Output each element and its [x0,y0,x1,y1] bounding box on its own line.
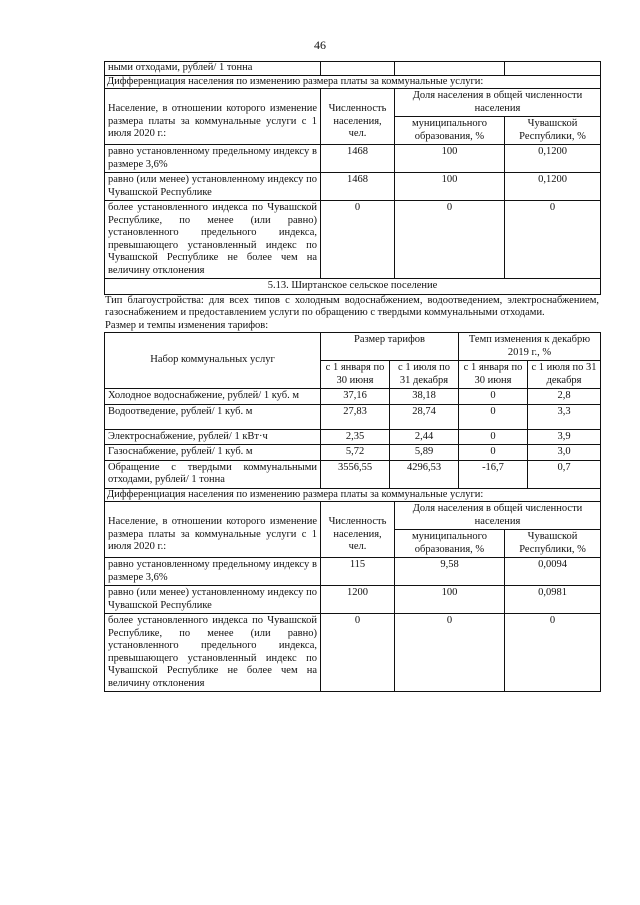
tariff-value: 38,18 [390,389,459,405]
table-header-row [105,502,601,530]
tariff-service: Водоотведение, рублей/ 1 куб. м [105,404,321,429]
tariff-value: 0 [459,389,528,405]
header-period: с 1 июля по 31 декабря [528,361,601,389]
diff-title: Дифференциация населения по изменению размера платы за коммунальные услуги: [105,489,601,502]
tariff-value: 0,7 [528,460,601,488]
tariff-value: 0 [459,404,528,429]
diff-title: Дифференциация населения по изменению размера платы за коммунальные услуги: [105,75,601,89]
header-chuvash: Чувашской Республики, % [505,530,601,558]
row-chuvash: 0 [505,201,601,279]
table-row [105,62,601,76]
table-row [105,429,601,445]
tariff-value: 3,9 [528,429,601,445]
table-header-row [105,333,601,361]
tariff-value: 2,44 [390,429,459,445]
row-chuvash: 0,0094 [505,558,601,586]
header-period: с 1 января по 30 июня [321,361,390,389]
row-municipal: 100 [395,173,505,201]
row-count: 1468 [321,173,395,201]
table-header-row [105,89,601,117]
tariff-value: 3,0 [528,445,601,461]
tariff-table [104,332,601,489]
row-label: более установленного индекса по Чувашской Республике, по менее (или равно) установленного предельного индекса, превышающего установленный индекс по Чувашской Республике не более чем на величину отклонения [105,614,321,692]
diff-table [104,489,601,693]
header-services: Набор коммунальных услуг [105,333,321,389]
table-row [105,445,601,461]
tariff-value: 3,3 [528,404,601,429]
tariff-value: 5,89 [390,445,459,461]
tariff-service: Обращение с твердыми коммунальными отходами, рублей/ 1 тонна [105,460,321,488]
header-period: с 1 июля по 31 декабря [390,361,459,389]
table-row [105,201,601,279]
fragment-row-label: ными отходами, рублей/ 1 тонна [105,62,321,76]
row-count: 1468 [321,145,395,173]
header-share: Доля населения в общей численности населения [395,502,601,530]
row-chuvash: 0,1200 [505,173,601,201]
header-period: с 1 января по 30 июня [459,361,528,389]
row-label: равно установленному предельному индексу в размере 3,6% [105,558,321,586]
header-tariff-size: Размер тарифов [321,333,459,361]
tariff-intro: Размер и темпы изменения тарифов: [105,319,269,331]
header-count: Численность населения, чел. [321,502,395,558]
header-municipal: муниципального образования, % [395,117,505,145]
tariff-value: 3556,55 [321,460,390,488]
table-row [105,614,601,692]
table-row [105,173,601,201]
document-body [104,61,600,692]
header-count: Численность населения, чел. [321,89,395,145]
row-chuvash: 0,1200 [505,145,601,173]
header-municipal: муниципального образования, % [395,530,505,558]
row-label: равно (или менее) установленному индексу по Чувашской Республике [105,173,321,201]
section-title: 5.13. Ширтанское сельское поселение [105,279,601,295]
tariff-service: Газоснабжение, рублей/ 1 куб. м [105,445,321,461]
page-number: 46 [314,38,326,52]
row-count: 1200 [321,586,395,614]
empty-cell [505,62,601,76]
row-count: 0 [321,614,395,692]
row-municipal: 100 [395,145,505,173]
table-row [105,558,601,586]
row-municipal: 100 [395,586,505,614]
row-municipal: 0 [395,201,505,279]
tariff-value: -16,7 [459,460,528,488]
tariff-value: 4296,53 [390,460,459,488]
row-chuvash: 0,0981 [505,586,601,614]
empty-cell [321,62,395,76]
row-label: равно установленному предельному индексу в размере 3,6% [105,145,321,173]
table-row [105,389,601,405]
header-share: Доля населения в общей численности населения [395,89,601,117]
tariff-value: 2,35 [321,429,390,445]
tariff-service: Холодное водоснабжение, рублей/ 1 куб. м [105,389,321,405]
header-chuvash: Чувашской Республики, % [505,117,601,145]
header-population-group: Население, в отношении которого изменение размера платы за коммунальные услуги с 1 июля 2020 г.: [105,502,321,558]
table-row [105,145,601,173]
tariff-value: 0 [459,429,528,445]
improvement-type-text: Тип благоустройства: для всех типов с холодным водоснабжением, водоотведением, электроснабжением, газоснабжением и предоставлением услуги по обращению с твердыми коммунальными отходами. [105,294,599,318]
tariff-value: 0 [459,445,528,461]
header-population-group: Население, в отношении которого изменение размера платы за коммунальные услуги с 1 июля 2020 г.: [105,89,321,145]
row-count: 0 [321,201,395,279]
row-label: более установленного индекса по Чувашской Республике, по менее (или равно) установленного предельного индекса, превышающего установленный индекс по Чувашской Республике не более чем на величину отклонения [105,201,321,279]
tariff-value: 5,72 [321,445,390,461]
table-row [105,460,601,488]
empty-cell [395,62,505,76]
row-municipal: 9,58 [395,558,505,586]
row-label: равно (или менее) установленному индексу по Чувашской Республике [105,586,321,614]
tariff-value: 37,16 [321,389,390,405]
top-fragment-table [104,61,601,295]
tariff-value: 28,74 [390,404,459,429]
tariff-value: 2,8 [528,389,601,405]
tariff-service: Электроснабжение, рублей/ 1 кВт·ч [105,429,321,445]
tariff-value: 27,83 [321,404,390,429]
row-count: 115 [321,558,395,586]
table-row [105,404,601,429]
header-tariff-rate: Темп изменения к декабрю 2019 г., % [459,333,601,361]
table-row [105,586,601,614]
row-municipal: 0 [395,614,505,692]
row-chuvash: 0 [505,614,601,692]
